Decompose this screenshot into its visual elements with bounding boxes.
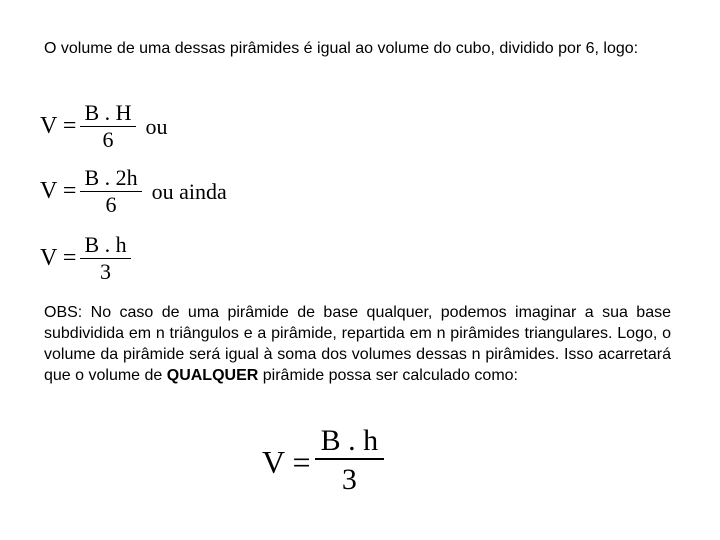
denominator: 6 [102, 127, 114, 152]
formula-lhs: V = [262, 443, 311, 480]
fraction [80, 165, 141, 218]
formula-1 [40, 100, 168, 153]
fraction [80, 100, 135, 153]
obs-text: OBS: No caso de uma pirâmide de base qualquer, podemos imaginar a sua base subdividida em n triângulos e a pirâmide, repartida em n pirâmides triangulares. Logo, o volume da pirâmide será igual à soma dos volumes dessas n pirâmides. Isso acarretará que o volume de [44, 304, 671, 384]
formula-3 [40, 232, 137, 285]
denominator: 3 [100, 259, 112, 284]
denominator: 3 [341, 463, 357, 496]
obs-text-end: pirâmide possa ser calculado como: [258, 367, 518, 384]
fraction [80, 232, 130, 285]
numerator: B . 2h [84, 165, 138, 190]
numerator: B . h [320, 424, 379, 457]
denominator: 6 [105, 192, 117, 217]
obs-paragraph [44, 302, 671, 386]
formula-2 [40, 165, 227, 218]
formula-lhs: V = [40, 113, 77, 139]
formula-lhs: V = [40, 178, 77, 204]
formula-suffix: ou ainda [151, 178, 227, 204]
obs-emphasis: QUALQUER [166, 367, 259, 384]
fraction [315, 424, 385, 500]
numerator: B . h [84, 232, 127, 257]
formula-suffix: ou [145, 113, 168, 139]
numerator: B . H [84, 100, 132, 125]
intro-paragraph: O volume de uma dessas pirâmides é igual ao volume do cubo, dividido por 6, logo: [44, 40, 639, 57]
formula-lhs: V = [40, 245, 77, 271]
final-formula [262, 424, 390, 500]
